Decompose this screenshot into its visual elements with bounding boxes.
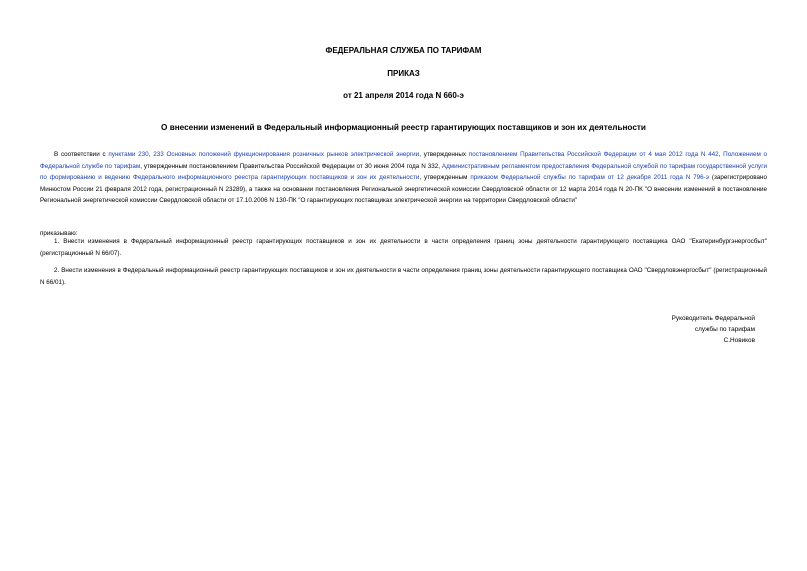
order-item-1: 1. Внести изменения в Федеральный информационный реестр гарантирующих поставщиков и зон их деятельности в части определения границ зоны деятельности гарантирующего поставщика ОАО "Екатеринбургэнергосбыт" (регистрационный N 66/07). [40,238,767,257]
order-item-2: 2. Внести изменения в Федеральный информационный реестр гарантирующих поставщиков и зон их деятельности в части определения границ зоны деятельности гарантирующего поставщика ОАО "Свердловэнергосбыт" (регистрационный N 66/01). [40,267,767,286]
signature-block [672,313,755,346]
signature-organization: службы по тарифам [694,326,755,333]
preamble-text: , [718,151,724,158]
link-fst-order-796[interactable]: приказом Федеральной службы по тарифам от 12 декабря 2011 года N 796-э [470,174,709,181]
signature-position: Руководитель Федеральной [671,315,755,322]
orders-label: приказываю: [40,230,78,237]
signature-name: С.Новиков [723,337,755,344]
link-clause-233[interactable]: 233 Основных положений функционирования розничных рынков электрической энергии [153,151,420,158]
agency-title: ФЕДЕРАЛЬНАЯ СЛУЖБА ПО ТАРИФАМ [325,46,482,55]
preamble-text: , утвержденным постановлением Правительства Российской Федерации от 30 июня 2004 года N 332, [140,162,442,170]
preamble-text: , [148,151,154,158]
document-date-number: от 21 апреля 2014 года N 660-э [343,91,464,100]
preamble-paragraph [40,149,767,207]
link-government-resolution-442[interactable]: постановлением Правительства Российской Федерации от 4 мая 2012 года N 442 [468,151,719,158]
document-type: ПРИКАЗ [387,69,420,78]
preamble-text: , утвержденных [419,151,469,158]
document-subject: О внесении изменений в Федеральный информационный реестр гарантирующих поставщиков и зон их деятельности [161,123,646,132]
link-administrative-regulation[interactable]: Административным регламентом предоставления Федеральной службой по тарифам государственной услуги по формированию и ведению Федерального информационного реестра гарантирующих поставщиков и зон их деятельности [40,162,768,181]
link-clause-230[interactable]: пунктами 230 [108,151,149,158]
link-fst-regulation[interactable]: Положением о Федеральной службе по тарифам [40,151,768,170]
preamble-text: , утвержденным [419,174,471,181]
preamble-text: (зарегистрировано Минюстом России 21 февраля 2012 года, регистрационный N 23289), а также на основании постановления Региональной энергетической комиссии Свердловской области от 12 марта 2014 года N 20-ПК "О внесении изменений в постановление Региональной энергетической комиссии Свердловской области от 17.10.2006 N 130-ПК "О гарантирующих поставщиках электрической энергии на территории Свердловской области" [40,174,767,204]
preamble-text: В соответствии с [54,151,109,158]
